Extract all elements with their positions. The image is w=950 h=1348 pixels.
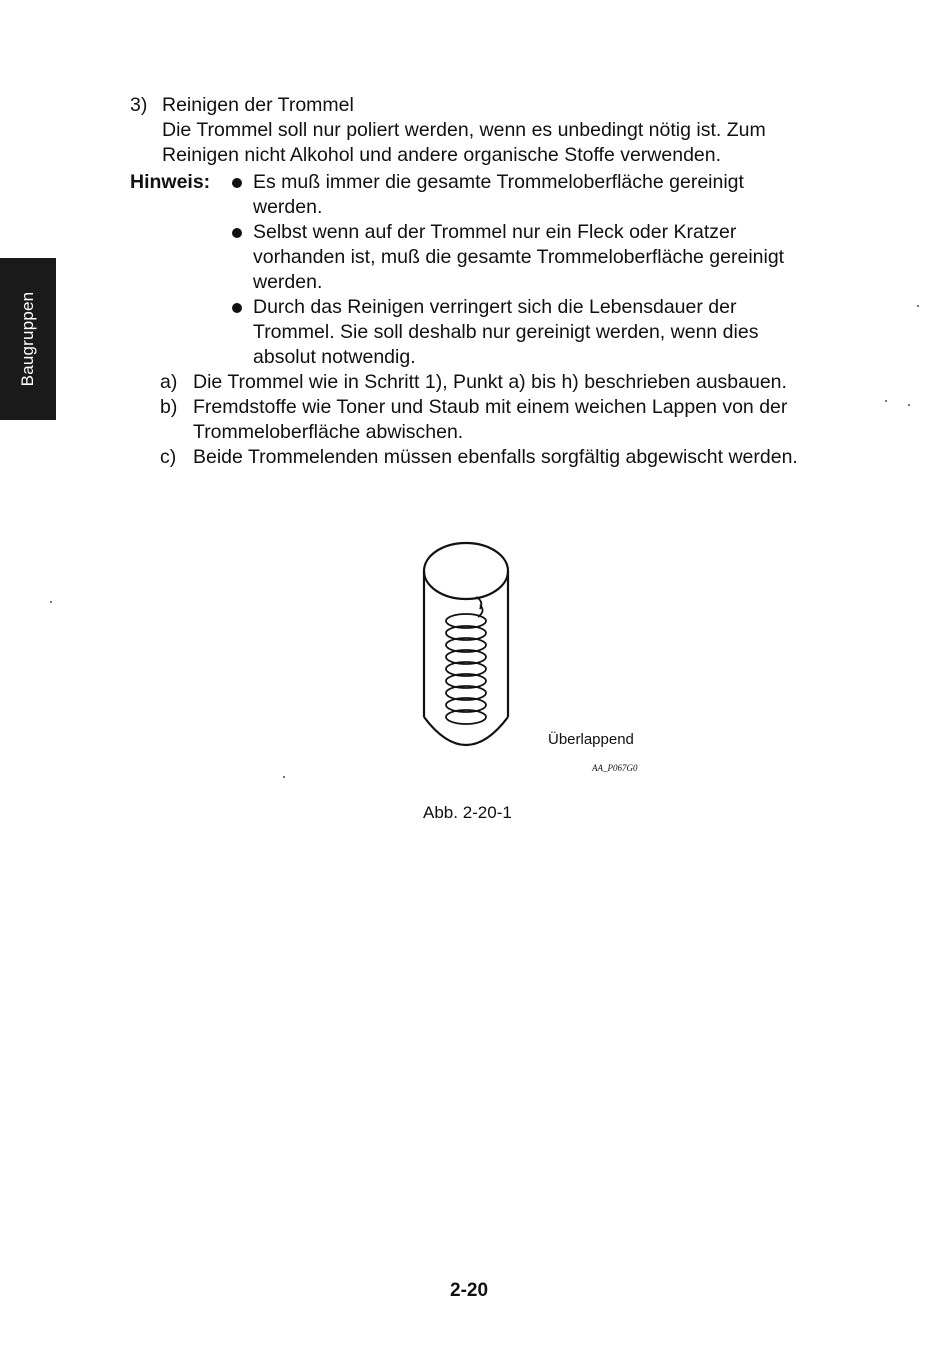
step-marker: b)	[160, 396, 178, 418]
step-text: Beide Trommelenden müssen ebenfalls sorgfältig abgewischt werden.	[193, 446, 798, 468]
note-bullet-line: Selbst wenn auf der Trommel nur ein Fleck oder Kratzer	[253, 221, 737, 243]
section-number: 3)	[130, 94, 148, 116]
wipe-spiral	[446, 597, 486, 724]
section-intro-line: Die Trommel soll nur poliert werden, wenn es unbedingt nötig ist. Zum	[162, 119, 766, 141]
scan-speck	[50, 601, 52, 603]
step-text: Fremdstoffe wie Toner und Staub mit einem weichen Lappen von der	[193, 396, 788, 418]
bullet-dot	[232, 228, 242, 238]
page-number: 2-20	[450, 1280, 489, 1301]
note-bullet-line: werden.	[253, 196, 323, 218]
figure-caption: Abb. 2-20-1	[423, 803, 512, 822]
figure-code: AA_P067G0	[592, 763, 638, 773]
step-text: Die Trommel wie in Schritt 1), Punkt a) bis h) beschrieben ausbauen.	[193, 371, 787, 393]
step-text: Trommeloberfläche abwischen.	[193, 421, 464, 443]
note-bullet-line: absolut notwendig.	[253, 346, 416, 368]
bullet-dot	[232, 178, 242, 188]
section-intro-line: Reinigen nicht Alkohol und andere organische Stoffe verwenden.	[162, 144, 722, 166]
scan-speck	[283, 776, 285, 778]
note-bullet-line: Durch das Reinigen verringert sich die Lebensdauer der	[253, 296, 737, 318]
drum-illustration	[420, 535, 520, 755]
scan-speck	[917, 305, 919, 307]
bullet-dot	[232, 303, 242, 313]
side-tab-label: Baugruppen	[18, 291, 37, 387]
note-bullet-line: vorhanden ist, muß die gesamte Trommeloberfläche gereinigt	[253, 246, 785, 268]
note-bullet-line: Trommel. Sie soll deshalb nur gereinigt werden, wenn dies	[253, 321, 759, 343]
note-bullet-line: werden.	[253, 271, 323, 293]
figure-label: Überlappend	[548, 731, 634, 748]
step-marker: a)	[160, 371, 178, 393]
section-title: Reinigen der Trommel	[162, 94, 354, 116]
scan-speck	[885, 400, 887, 402]
step-marker: c)	[160, 446, 177, 468]
scan-speck	[908, 404, 910, 406]
note-bullet-line: Es muß immer die gesamte Trommeloberfläche gereinigt	[253, 171, 744, 193]
note-label: Hinweis:	[130, 171, 211, 193]
